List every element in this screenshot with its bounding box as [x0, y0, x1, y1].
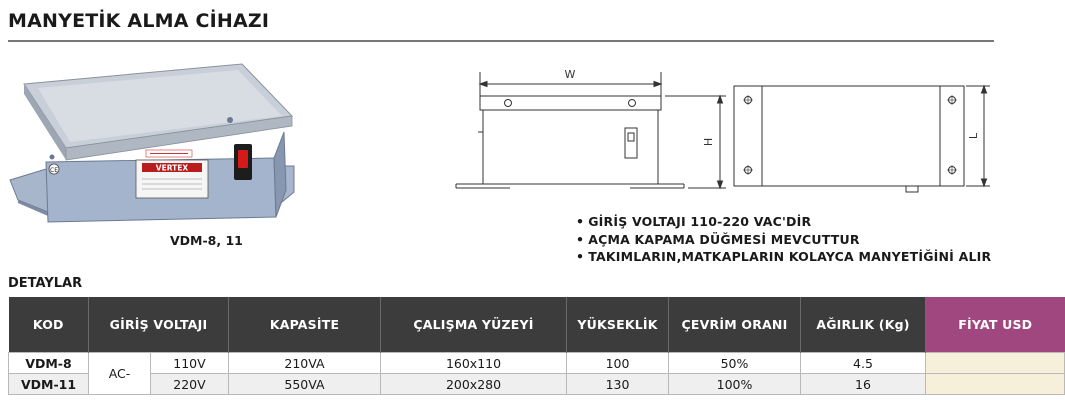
header-calisma-yuzeyi: ÇALIŞMA YÜZEYİ	[381, 297, 567, 353]
dimension-l-label: L	[967, 132, 980, 140]
cell-yukseklik: 130	[567, 374, 669, 395]
feature-item: • GİRİŞ VOLTAJI 110-220 VAC'DİR	[576, 214, 812, 229]
title-divider	[8, 40, 994, 42]
cell-yuzey: 160x110	[381, 353, 567, 374]
feature-item: • TAKIMLARIN,MATKAPLARIN KOLAYCA MANYETİĞİNİ ALIR	[576, 249, 992, 264]
header-giris-voltaji: GİRİŞ VOLTAJI	[89, 297, 229, 353]
header-kod: KOD	[9, 297, 89, 353]
header-cevrim-orani: ÇEVRİM ORANI	[669, 297, 801, 353]
cell-fiyat	[926, 353, 1065, 374]
details-heading: DETAYLAR	[8, 276, 83, 291]
power-switch	[238, 150, 248, 168]
cell-yukseklik: 100	[567, 353, 669, 374]
table-header-row	[9, 297, 1065, 353]
header-fiyat: FİYAT USD	[926, 297, 1065, 353]
header-agirlik: AĞIRLIK (Kg)	[801, 297, 926, 353]
spec-table	[8, 297, 1065, 395]
header-kapasite: KAPASİTE	[229, 297, 381, 353]
feature-list	[576, 213, 991, 266]
cell-kapasite: 210VA	[229, 353, 381, 374]
cell-yuzey: 200x280	[381, 374, 567, 395]
feature-item: • AÇMA KAPAMA DÜĞMESİ MEVCUTTUR	[576, 231, 860, 247]
cell-cevrim: 100%	[669, 374, 801, 395]
cell-agirlik: 4.5	[801, 353, 926, 374]
header-yukseklik: YÜKSEKLİK	[567, 297, 669, 353]
product-caption: VDM-8, 11	[170, 233, 243, 248]
table-row	[9, 353, 1065, 374]
dimension-h-label: H	[702, 137, 715, 147]
cell-kod: VDM-8	[9, 353, 89, 374]
cell-volt: 110V	[151, 353, 229, 374]
svg-text:CE: CE	[50, 167, 58, 174]
cell-ac: AC-	[89, 353, 151, 395]
table-row	[9, 374, 1065, 395]
page-title: MANYETİK ALMA CİHAZI	[8, 10, 270, 32]
cell-fiyat	[926, 374, 1065, 395]
technical-drawing	[450, 60, 996, 200]
brand-logo: VERTEX	[155, 163, 189, 173]
cell-volt: 220V	[151, 374, 229, 395]
cell-cevrim: 50%	[669, 353, 801, 374]
cell-agirlik: 16	[801, 374, 926, 395]
cell-kod: VDM-11	[9, 374, 89, 395]
dimension-w-label: W	[564, 68, 576, 81]
product-photo	[8, 62, 298, 247]
cell-kapasite: 550VA	[229, 374, 381, 395]
